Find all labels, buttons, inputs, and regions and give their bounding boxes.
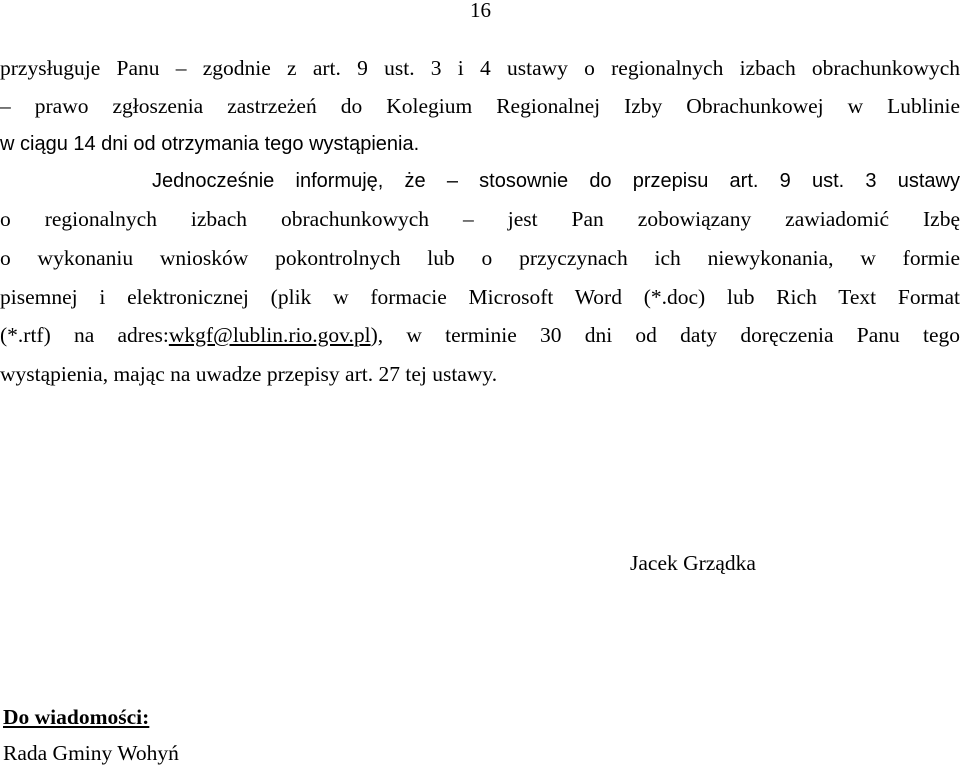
cc-heading: Do wiadomości:	[3, 705, 150, 729]
paragraph2-line6: wystąpienia, mając na uwadze przepisy art. 27 tej ustawy.	[0, 362, 498, 386]
paragraph2-line3: o wykonaniu wniosków pokontrolnych lub o przyczynach ich niewykonania, w formie	[0, 246, 960, 270]
email-link[interactable]: wkgf@lublin.rio.gov.pl	[168, 323, 371, 347]
signature-name: Jacek Grządka	[630, 551, 756, 575]
paragraph2-line5-before: (*.rtf) na adres:	[0, 323, 169, 347]
paragraph2-line2: o regionalnych izbach obrachunkowych – jest Pan zobowiązany zawiadomić Izbę	[0, 207, 960, 231]
paragraph2-line5-after: ), w terminie 30 dni od daty doręczenia Panu tego	[370, 323, 960, 347]
paragraph1-line1: przysługuje Panu – zgodnie z art. 9 ust. 3 i 4 ustawy o regionalnych izbach obrachunkowych	[0, 56, 960, 80]
cc-recipient: Rada Gminy Wohyń	[3, 741, 179, 765]
page-number: 16	[470, 0, 491, 22]
paragraph2-line5	[0, 322, 960, 348]
paragraph2-line4: pisemnej i elektronicznej (plik w formacie Microsoft Word (*.doc) lub Rich Text Format	[0, 285, 960, 309]
paragraph1-line3: w ciągu 14 dni od otrzymania tego wystąpienia.	[0, 133, 420, 155]
paragraph1-line2: – prawo zgłoszenia zastrzeżeń do Kolegium Regionalnej Izby Obrachunkowej w Lublinie	[0, 94, 960, 118]
paragraph2-line1: Jednocześnie informuję, że – stosownie do przepisu art. 9 ust. 3 ustawy	[152, 170, 960, 192]
